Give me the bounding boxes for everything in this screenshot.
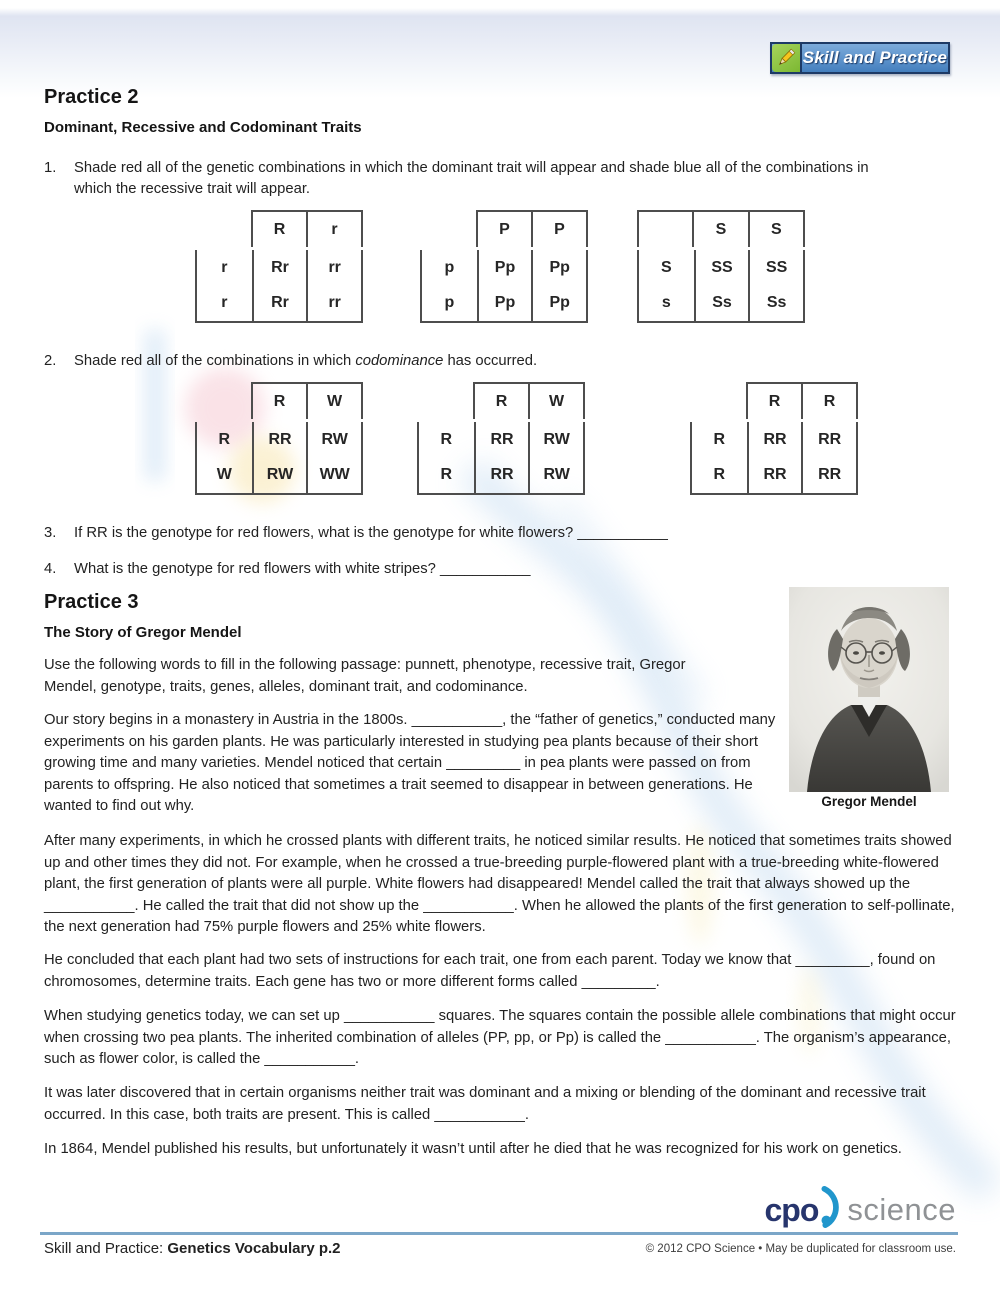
punnett-row-header: R <box>440 430 453 448</box>
question-4-text: What is the genotype for red flowers with white stripes? ___________ <box>74 561 531 577</box>
punnett-col-header: S <box>692 212 747 247</box>
paragraph-concluded: He concluded that each plant had two sets of instructions for each trait, one from each parent. Today we know that _________, found on chromosomes, determine traits. Each gene has two or more different forms called _________. <box>44 952 936 990</box>
punnett-corner-cell <box>639 212 692 247</box>
punnett-cell: RR <box>474 422 529 458</box>
question-1-text: Shade red all of the genetic combinations in which the dominant trait will appear and shade blue all of the combinations in which the recessive trait will appear. <box>74 160 869 197</box>
punnett-row-header: R <box>713 466 726 484</box>
question-3-number: 3. <box>44 525 57 541</box>
logo-science-text: science <box>847 1192 956 1227</box>
punnett-header-row <box>251 382 363 419</box>
punnett-cell: rr <box>306 250 361 286</box>
question-2-number: 2. <box>44 353 57 369</box>
question-4-number: 4. <box>44 561 57 577</box>
punnett-cell: Pp <box>477 250 532 286</box>
punnett-col-header: S <box>748 212 803 247</box>
punnett-col-header: W <box>528 384 583 419</box>
gregor-mendel-photo <box>789 587 949 792</box>
punnett-square <box>195 382 363 495</box>
punnett-square <box>637 210 805 323</box>
paragraph-punnett-squares: When studying genetics today, we can set up ___________ squares. The squares contain the possible allele combinations that might occur when crossing two pea plants. The inherited combination of alleles (PP, pp, or Pp) is called the ___________. The organism’s appearance, such as flower color, is called the ___________. <box>44 1008 956 1067</box>
punnett-body <box>420 250 588 323</box>
punnett-cell: RR <box>801 422 856 458</box>
punnett-col-header: W <box>306 384 361 419</box>
question-3-text: If RR is the genotype for red flowers, what is the genotype for white flowers? ___________ <box>74 525 668 541</box>
punnett-cell: RR <box>474 458 529 494</box>
punnett-header-row <box>476 210 588 247</box>
punnett-row-header: s <box>661 294 671 312</box>
punnett-cell: RR <box>747 458 802 494</box>
question-1 <box>44 158 904 200</box>
punnett-square <box>417 382 585 495</box>
badge-label: Skill and Practice <box>802 48 948 67</box>
punnett-row-header: p <box>444 294 455 312</box>
logo-swoosh-icon <box>819 1186 845 1228</box>
portrait-caption: Gregor Mendel <box>821 794 917 809</box>
punnett-cell: Ss <box>748 286 803 322</box>
punnett-body <box>637 250 805 323</box>
punnett-body <box>690 422 858 495</box>
paragraph-experiments: After many experiments, in which he crossed plants with different traits, he noticed similar results. He noticed that sometimes traits showed up and other times they did not. For example, when he crossed a true-breeding purple-flowered plant with a true-breeding white-flowered plant, the first generation of plants were all purple. White flowers had disappeared! Mendel called the trait that always showed up the ___________. He called the trait that did not show up the ___________. When he allowed the plants of the first generation to self-pollinate, the next generation had 75% purple flowers and 25% white flowers. <box>44 833 955 935</box>
cpo-science-logo <box>765 1188 957 1228</box>
punnett-square <box>690 382 858 495</box>
punnett-cell: Pp <box>531 286 586 322</box>
punnett-header-row <box>637 210 805 247</box>
footer-copyright: © 2012 CPO Science • May be duplicated for classroom use. <box>645 1243 956 1255</box>
punnett-cell: Ss <box>694 286 749 322</box>
punnett-cell: RW <box>252 458 307 494</box>
punnett-row-header: R <box>440 466 453 484</box>
punnett-header-row <box>746 382 858 419</box>
paragraph-codominance: It was later discovered that in certain organisms neither trait was dominant and a mixing or blending of the dominant and recessive trait occurred. In this case, both traits are present. This is called ___________. <box>44 1085 926 1123</box>
punnett-cell: Rr <box>252 250 307 286</box>
punnett-body <box>417 422 585 495</box>
punnett-cell: Rr <box>252 286 307 322</box>
punnett-cell: RR <box>252 422 307 458</box>
punnett-square <box>420 210 588 323</box>
punnett-cell: SS <box>748 250 803 286</box>
punnett-col-header: R <box>768 392 781 410</box>
paragraph-1864: In 1864, Mendel published his results, but unfortunately it wasn’t until after he died that he was recognized for his work on genetics. <box>44 1141 902 1157</box>
punnett-col-header: P <box>531 212 586 247</box>
punnett-cell: Pp <box>477 286 532 322</box>
punnett-cell: Pp <box>531 250 586 286</box>
question-1-number: 1. <box>44 160 57 176</box>
question-2-text: Shade red all of the combinations in which codominance has occurred. <box>74 353 538 369</box>
punnett-header-row <box>473 382 585 419</box>
logo-cpo-text: cpo <box>764 1192 819 1228</box>
practice2-subtitle: Dominant, Recessive and Codominant Traits <box>44 119 362 136</box>
punnett-header-row <box>251 210 363 247</box>
punnett-col-header: R <box>801 384 856 419</box>
punnett-body <box>195 422 363 495</box>
punnett-body <box>195 250 363 323</box>
footer-divider <box>40 1232 958 1235</box>
paragraph-monastery: Our story begins in a monastery in Austria in the 1800s. ___________, the “father of genetics,” conducted many experiments on his garden plants. He was particularly interested in studying pea plants because of their short growing time and many varieties. Mendel noticed that certain _________ in pea plants were passed on from parents to offspring. He also noticed that sometimes a trait seemed to disappear in between generations. He wanted to find out why. <box>44 712 776 814</box>
question-2 <box>44 351 904 372</box>
punnett-col-header: r <box>306 212 361 247</box>
punnett-col-header: R <box>273 392 286 410</box>
practice2-title: Practice 2 <box>44 86 139 108</box>
punnett-col-header: R <box>495 392 508 410</box>
punnett-square <box>195 210 363 323</box>
punnett-cell: RR <box>801 458 856 494</box>
footer-left-text: Skill and Practice: Genetics Vocabulary p.2 <box>44 1240 341 1257</box>
punnett-row-header: W <box>216 466 232 484</box>
practice3-subtitle: The Story of Gregor Mendel <box>44 624 242 641</box>
skill-and-practice-badge <box>770 42 950 74</box>
punnett-row-header: p <box>444 258 455 276</box>
footer-document-name: Genetics Vocabulary p.2 <box>167 1240 341 1257</box>
punnett-row-header: S <box>660 258 672 276</box>
punnett-cell: WW <box>306 458 361 494</box>
question-4 <box>44 559 924 580</box>
punnett-cell: RW <box>528 422 583 458</box>
punnett-row-header: r <box>221 258 228 276</box>
punnett-row-header: R <box>713 430 726 448</box>
punnett-cell: rr <box>306 286 361 322</box>
punnett-col-header: R <box>273 220 286 238</box>
question-3 <box>44 523 924 544</box>
punnett-cell: RW <box>306 422 361 458</box>
pencil-icon <box>772 44 802 72</box>
practice3-instructions: Use the following words to fill in the following passage: punnett, phenotype, recessive trait, Gregor Mendel, genotype, traits, genes, alleles, dominant trait, and codominance. <box>44 657 686 695</box>
punnett-cell: RW <box>528 458 583 494</box>
punnett-cell: RR <box>747 422 802 458</box>
punnett-row-header: R <box>218 430 231 448</box>
punnett-row-header: r <box>221 294 228 312</box>
codominance-italic: codominance <box>355 353 444 369</box>
punnett-cell: SS <box>694 250 749 286</box>
gregor-mendel-portrait <box>789 587 949 809</box>
punnett-col-header: P <box>499 220 510 238</box>
practice3-title: Practice 3 <box>44 591 139 613</box>
